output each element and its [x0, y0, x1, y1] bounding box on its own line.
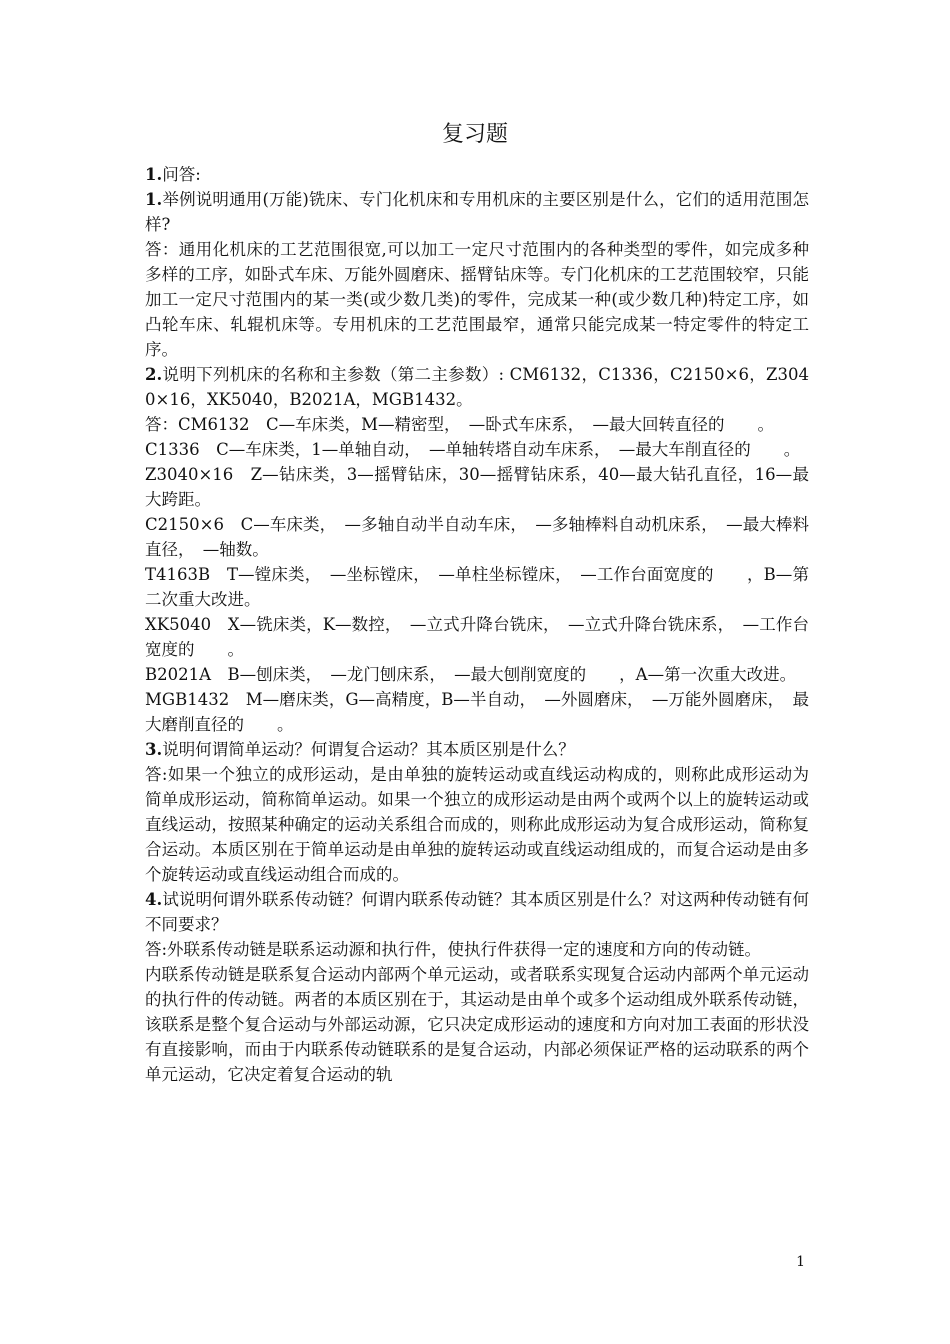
paragraph-text: B2021A B—刨床类， —龙门刨床系， —最大刨削宽度的 ，A—第一次重大改进。: [145, 665, 797, 684]
paragraph-text: T4163B T—镗床类， —坐标镗床， —单柱坐标镗床， —工作台面宽度的 ，B—第二次重大改进。: [145, 565, 809, 609]
paragraph-11: [145, 662, 809, 687]
paragraph-text: 答：通用化机床的工艺范围很宽,可以加工一定尺寸范围内的各种类型的零件，如完成多种多样的工序，如卧式车床、万能外圆磨床、摇臂钻床等。专门化机床的工艺范围较窄，只能加工一定尺寸范围内的某一类(或少数几类)的零件，完成某一种(或少数几种)特定工序，如凸轮车床、轧辊机床等。专用机床的工艺范围最窄，通常只能完成某一特定零件的特定工序。: [145, 240, 809, 359]
question-number: 1.: [145, 190, 163, 209]
paragraph-13: [145, 737, 809, 762]
paragraph-12: [145, 687, 809, 737]
paragraph-text: 内联系传动链是联系复合运动内部两个单元运动，或者联系实现复合运动内部两个单元运动的执行件的传动链。两者的本质区别在于，其运动是由单个或多个运动组成外联系传动链，该联系是整个复合运动与外部运动源，它只决定成形运动的速度和方向对加工表面的形状没有直接影响，而由于内联系传动链联系的是复合运动，内部必须保证严格的运动联系的两个单元运动，它决定着复合运动的轨: [145, 965, 809, 1084]
paragraph-5: [145, 412, 809, 437]
paragraph-text: 试说明何谓外联系传动链？何谓内联系传动链？其本质区别是什么？对这两种传动链有何不同要求？: [145, 890, 809, 934]
paragraph-text: 答:外联系传动链是联系运动源和执行件，使执行件获得一定的速度和方向的传动链。: [145, 940, 762, 959]
paragraph-text: C1336 C—车床类，1—单轴自动， —单轴转塔自动车床系， —最大车削直径的 。: [145, 440, 801, 459]
paragraph-text: 答：CM6132 C—车床类，M—精密型， —卧式车床系， —最大回转直径的 。: [145, 415, 775, 434]
paragraph-text: 答:如果一个独立的成形运动，是由单独的旋转运动或直线运动构成的，则称此成形运动为简单成形运动，简称简单运动。如果一个独立的成形运动是由两个或两个以上的旋转运动或直线运动，按照某种确定的运动关系组合而成的，则称此成形运动为复合成形运动，简称复合运动。本质区别在于简单运动是由单独的旋转运动或直线运动组成的，而复合运动是由多个旋转运动或直线运动组合而成的。: [145, 765, 809, 884]
question-number: 4.: [145, 890, 163, 909]
paragraph-6: [145, 437, 809, 462]
page-title: 复习题: [441, 122, 508, 147]
paragraph-text: 说明下列机床的名称和主参数（第二主参数）: CM6132，C1336，C2150×6，Z3040×16，XK5040，B2021A，MGB1432。: [145, 365, 809, 409]
paragraph-8: [145, 512, 809, 562]
paragraph-14: [145, 762, 809, 887]
paragraph-text: MGB1432 M—磨床类，G—高精度，B—半自动， —外圆磨床， —万能外圆磨床， 最大磨削直径的 。: [145, 690, 809, 734]
paragraph-text: C2150×6 C—车床类， —多轴自动半自动车床， —多轴棒料自动机床系， —最大棒料直径， —轴数。: [145, 515, 809, 559]
paragraph-7: [145, 462, 809, 512]
paragraph-3: [145, 237, 809, 362]
paragraph-text: Z3040×16 Z—钻床类，3—摇臂钻床，30—摇臂钻床系，40—最大钻孔直径，16—最大跨距。: [145, 465, 809, 509]
paragraph-text: 说明何谓简单运动？何谓复合运动？其本质区别是什么？: [162, 740, 575, 759]
paragraph-9: [145, 562, 809, 612]
paragraph-1: [145, 162, 809, 187]
paragraph-4: [145, 362, 809, 412]
paragraph-16: [145, 937, 809, 962]
page-number: 1: [796, 1254, 805, 1270]
paragraph-text: 举例说明通用(万能)铣床、专门化机床和专用机床的主要区别是什么，它们的适用范围怎样?: [145, 190, 809, 234]
question-number: 2.: [145, 365, 163, 384]
paragraph-text: 问答:: [162, 165, 201, 184]
paragraph-10: [145, 612, 809, 662]
question-number: 3.: [145, 740, 163, 759]
document-body: [145, 162, 809, 1087]
paragraph-2: [145, 187, 809, 237]
paragraph-17: [145, 962, 809, 1087]
question-number: 1.: [145, 165, 163, 184]
paragraph-text: XK5040 X—铣床类，K—数控， —立式升降台铣床， —立式升降台铣床系， —工作台宽度的 。: [145, 615, 809, 659]
paragraph-15: [145, 887, 809, 937]
